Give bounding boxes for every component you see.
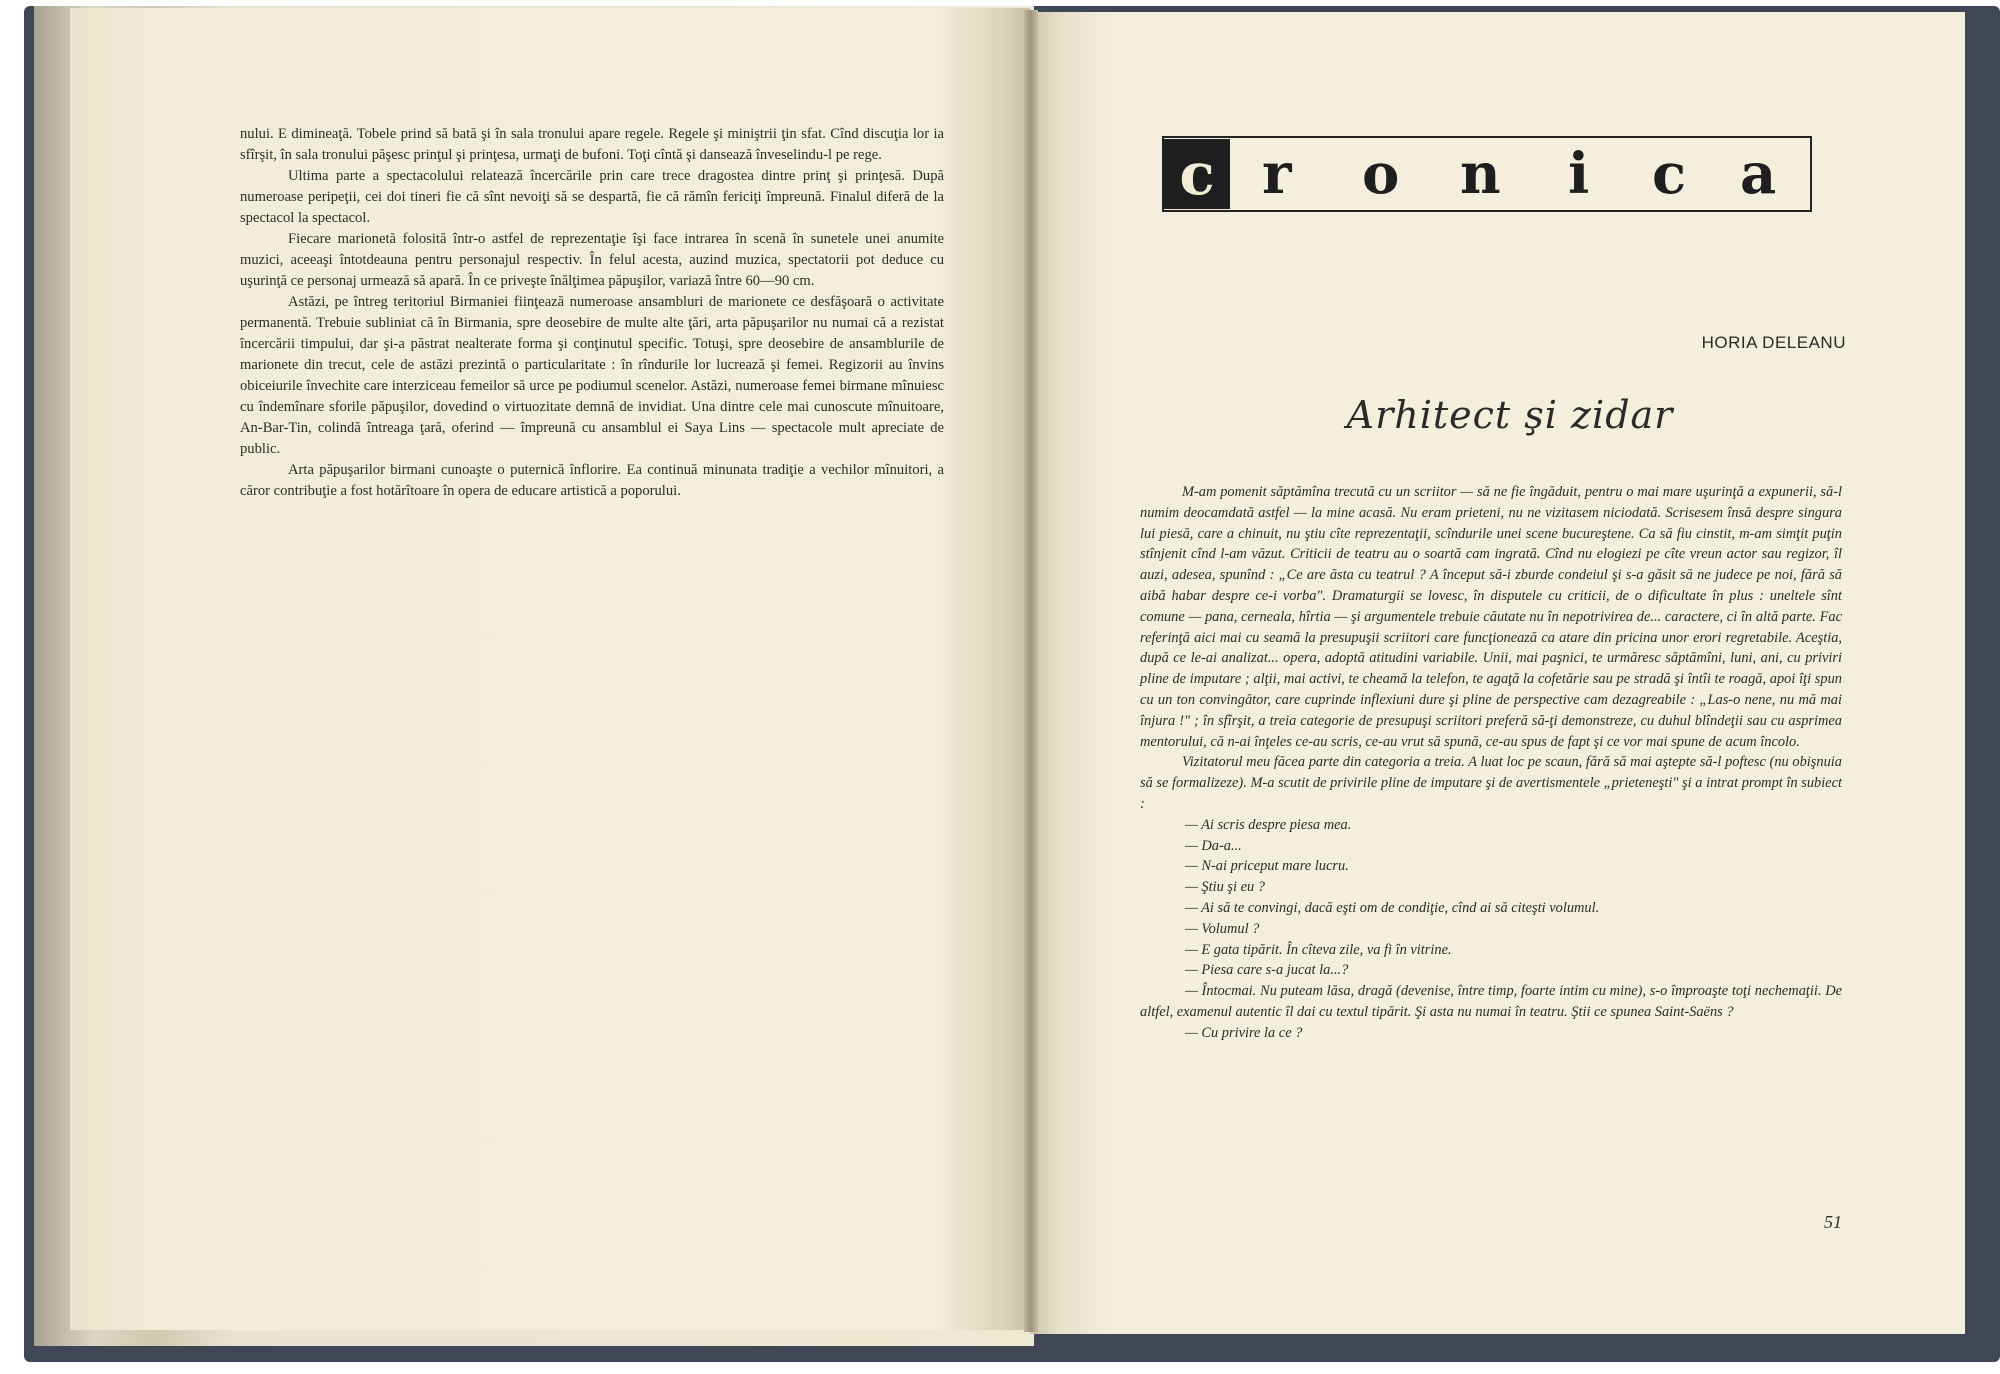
section-header-letter: c — [1652, 141, 1687, 207]
dialogue-line: — Ştiu şi eu ? — [1185, 879, 1265, 896]
paragraph: Ultima parte a spectacolului relatează încercările prin care trece dragostea dintre prinţ şi prinţesă. După numeroase peripeţii, cei doi tineri fie că sînt nevoiţi să se despartă, fie că rămîn fericiţi împreună. Finalul diferă de la spectacol la spectacol. — [240, 168, 944, 226]
dialogue-line: — E gata tipărit. În cîteva zile, va fi în vitrine. — [1185, 941, 1452, 958]
dialogue-line: — Întocmai. Nu puteam lăsa, dragă (devenise, între timp, foarte intim cu mine), s-o împroaşte toţi nechemaţii. De altfel, examenul autentic îl dai cu textul tipărit. Şi asta nu numai în teatru. Ştii ce spunea Saint-Saëns ? — [1140, 983, 1842, 1020]
paragraph: nului. E dimineaţă. Tobele prind să bată şi în sala tronului apare regele. Regele şi miniştrii ţin sfat. Cînd discuţia lor ia sfîrşit, în sala tronului păşesc prinţul şi prinţesa, urmaţi de bufoni. Toţi cîntă şi dansează înveselindu-l pe rege. — [240, 126, 944, 163]
right-page-text — [1140, 482, 1842, 1044]
dialogue-line: — Ai scris despre piesa mea. — [1185, 816, 1352, 833]
book-gutter — [1024, 10, 1038, 1332]
dialogue-line: — N-ai priceput mare lucru. — [1185, 858, 1349, 875]
dialogue-line: — Da-a... — [1185, 837, 1242, 854]
page-number: 51 — [1824, 1212, 1842, 1232]
section-header-letter: n — [1460, 141, 1501, 207]
left-page-text — [240, 124, 944, 502]
dialogue-line: — Ai să te convingi, dacă eşti om de condiţie, cînd ai să citeşti volumul. — [1185, 899, 1600, 916]
paragraph: Astăzi, pe întreg teritoriul Birmaniei fiinţează numeroase ansambluri de marionete ce desfăşoară o activitate permanentă. Trebuie subliniat că în Birmania, spre deosebire de multe alte ţări, arta păpuşarilor nu numai că a rezistat încercării timpului, dar şi-a păstrat nealterate forma şi conţinutul specific. Totuşi, spre deosebire de ansamblurile de marionete din trecut, cele de astăzi prezintă o particularitate : în rîndurile lor lucrează şi femei. Regizorii au învins obiceiurile învechite care interziceau femeilor să urce pe podiumul scenelor. Astăzi, numeroase femei birmane mînuiesc cu îndemînare sforile păpuşilor, dovedind o virtuozitate demnă de invidiat. Una dintre cele mai cunoscute mînuitoare, An-Bar-Tin, colindă întreaga ţară, oferind — împreună cu ansamblul ei Saya Lins — spectacole mult apreciate de public. — [240, 294, 944, 457]
dialogue-line: — Cu privire la ce ? — [1185, 1024, 1303, 1041]
section-header-letter: i — [1568, 141, 1590, 207]
section-header-letter: r — [1262, 141, 1292, 207]
dialogue-line: — Volumul ? — [1185, 920, 1260, 937]
paragraph: Arta păpuşarilor birmani cunoaşte o puternică înflorire. Ea continuă minunata tradiţie a vechilor mînuitori, a căror contribuţie a fost hotărîtoare în opera de educare artistică a poporului. — [240, 462, 944, 499]
dialogue-line: — Piesa care s-a jucat la...? — [1185, 962, 1349, 979]
paragraph: M-am pomenit săptămîna trecută cu un scriitor — să ne fie îngăduit, pentru o mai mare uşurinţă a expunerii, să-l numim deocamdată astfel — la mine acasă. Nu eram prieteni, nu ne vizitasem niciodată. Scrisesem însă despre singura lui piesă, care a chinuit, nu ştiu cîte reprezentaţii, scîndurile unei scene bucureştene. Ca să fiu cinstit, m-am simţit puţin stînjenit cînd l-am văzut. Criticii de teatru au o soartă cam ingrată. Cînd nu elogiezi pe cîte vreun actor sau regizor, îl auzi, adesea, spunînd : „Ce are ăsta cu teatrul ? A început să-i zburde condeiul şi s-a găsit să ne judece pe noi, fără să aibă habar despre ce-i vorba". Dramaturgii se lovesc, în disputele cu criticii, de o dificultate în plus : uneltele sînt comune — pana, cerneala, hîrtia — şi argumentele trebuie căutate nu în nepotrivirea de... caractere, ci în altă parte. Fac referinţă aici mai cu seamă la presupuşii scriitori care funcţionează ca atare din pricina unor erori regretabile. Aceştia, după ce le-ai analizat... opera, adoptă atitudini variabile. Unii, mai paşnici, te urmăresc săptămîni, luni, ani, cu priviri pline de imputare ; alţii, mai activi, te cheamă la telefon, te agaţă la cofetărie sau pe stradă şi întîi te roagă, apoi îţi spun cu un ton convingător, care cuprinde inflexiuni dure şi pline de perspective cam dezagreabile : „Las-o nene, nu mă mai înjura !" ; în sfîrşit, a treia categorie de presupuşi scriitori preferă să-ţi demonstreze, cu duhul blîndeţii sau cu asprimea mentorului, că n-ai înţeles ce-au scris, ce-au vrut să spună, ce-au spus de fapt şi ce vor mai spune de acum încolo. — [1140, 484, 1842, 750]
article-title: Arhitect şi zidar — [1346, 393, 1674, 437]
section-header-letter: o — [1362, 141, 1400, 207]
paragraph: Fiecare marionetă folosită într-o astfel de reprezentaţie îşi face intrarea în scenă în sunetele unei anumite muzici, aceeaşi întotdeauna pentru personajul respectiv. În felul acesta, auzind muzica, spectatorii pot deduce cu uşurinţă ce personaj urmează să apară. În ce priveşte înălţimea păpuşilor, variază între 60—90 cm. — [240, 231, 944, 289]
paragraph: Vizitatorul meu făcea parte din categoria a treia. A luat loc pe scaun, fără să mai aştepte să-l poftesc (nu obişnuia să se formalizeze). M-a scutit de privirile pline de imputare şi de avertismentele „prieteneşti" şi a intrat prompt în subiect : — [1140, 754, 1842, 812]
section-header-letter: c — [1164, 139, 1230, 209]
section-header-letter: a — [1740, 141, 1777, 207]
author-name: HORIA DELEANU — [1701, 333, 1846, 352]
